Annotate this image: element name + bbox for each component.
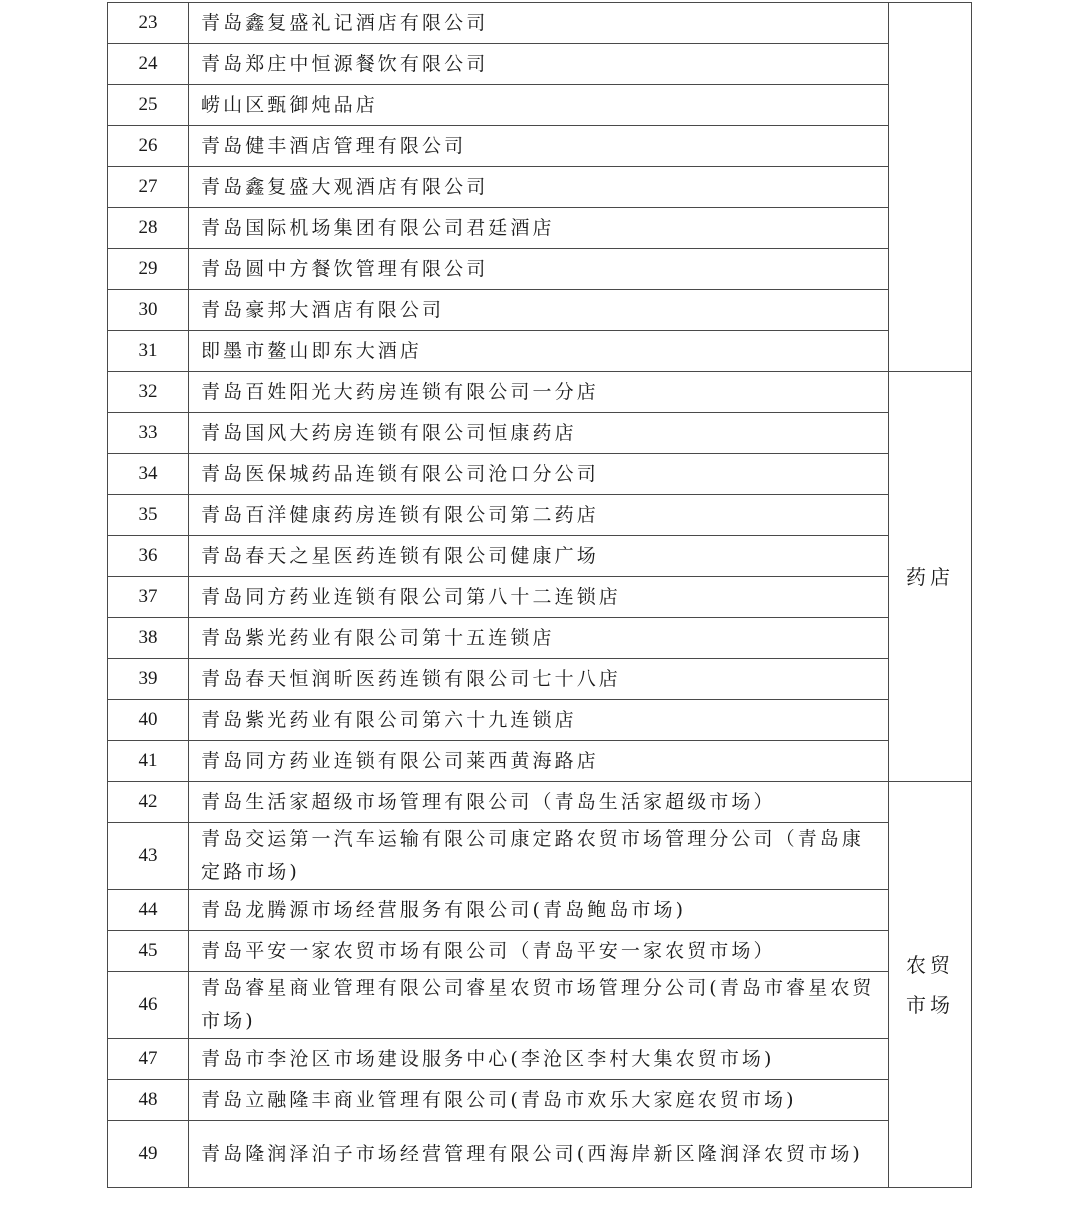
table-row: [108, 1121, 972, 1188]
row-number: 43: [108, 823, 189, 890]
enterprise-name: 青岛圆中方餐饮管理有限公司: [189, 249, 889, 290]
enterprise-name: 青岛市李沧区市场建设服务中心(李沧区李村大集农贸市场): [189, 1039, 889, 1080]
enterprise-name: 青岛立融隆丰商业管理有限公司(青岛市欢乐大家庭农贸市场): [189, 1080, 889, 1121]
table-row: [108, 741, 972, 782]
row-number: 33: [108, 413, 189, 454]
row-number: 24: [108, 44, 189, 85]
row-number: 37: [108, 577, 189, 618]
enterprise-name: 青岛鑫复盛大观酒店有限公司: [189, 167, 889, 208]
category-hotel: [889, 3, 972, 372]
enterprise-name: 青岛隆润泽泊子市场经营管理有限公司(西海岸新区隆润泽农贸市场): [189, 1121, 889, 1188]
category-label: 药店: [906, 564, 954, 589]
table-row: [108, 44, 972, 85]
table-row: [108, 618, 972, 659]
row-number: 41: [108, 741, 189, 782]
table-row: [108, 3, 972, 44]
enterprise-name: 青岛紫光药业有限公司第六十九连锁店: [189, 700, 889, 741]
row-number: 46: [108, 972, 189, 1039]
enterprise-name: 青岛国风大药房连锁有限公司恒康药店: [189, 413, 889, 454]
table-row: [108, 536, 972, 577]
row-number: 29: [108, 249, 189, 290]
row-number: 27: [108, 167, 189, 208]
row-number: 28: [108, 208, 189, 249]
table-row: [108, 126, 972, 167]
table-row: [108, 659, 972, 700]
enterprise-name: 青岛同方药业连锁有限公司第八十二连锁店: [189, 577, 889, 618]
enterprise-name: 青岛医保城药品连锁有限公司沧口分公司: [189, 454, 889, 495]
enterprise-name: 青岛龙腾源市场经营服务有限公司(青岛鲍岛市场): [189, 890, 889, 931]
row-number: 30: [108, 290, 189, 331]
row-number: 32: [108, 372, 189, 413]
row-number: 26: [108, 126, 189, 167]
row-number: 34: [108, 454, 189, 495]
table-row: [108, 331, 972, 372]
table-row: [108, 972, 972, 1039]
enterprise-name: 青岛郑庄中恒源餐饮有限公司: [189, 44, 889, 85]
row-number: 36: [108, 536, 189, 577]
enterprise-name: 青岛百姓阳光大药房连锁有限公司一分店: [189, 372, 889, 413]
row-number: 35: [108, 495, 189, 536]
enterprise-name: 青岛生活家超级市场管理有限公司（青岛生活家超级市场）: [189, 782, 889, 823]
table-row: [108, 85, 972, 126]
row-number: 38: [108, 618, 189, 659]
enterprise-name: 青岛同方药业连锁有限公司莱西黄海路店: [189, 741, 889, 782]
enterprise-name: 青岛紫光药业有限公司第十五连锁店: [189, 618, 889, 659]
row-number: 47: [108, 1039, 189, 1080]
table-row: [108, 413, 972, 454]
table-row: [108, 890, 972, 931]
enterprise-name: 青岛交运第一汽车运输有限公司康定路农贸市场管理分公司（青岛康定路市场): [189, 823, 889, 890]
table-row: [108, 1080, 972, 1121]
enterprise-name: 青岛春天之星医药连锁有限公司健康广场: [189, 536, 889, 577]
table-row: [108, 167, 972, 208]
table-row: [108, 495, 972, 536]
enterprise-name: 青岛平安一家农贸市场有限公司（青岛平安一家农贸市场）: [189, 931, 889, 972]
row-number: 48: [108, 1080, 189, 1121]
row-number: 31: [108, 331, 189, 372]
enterprise-name: 青岛百洋健康药房连锁有限公司第二药店: [189, 495, 889, 536]
table-row: [108, 700, 972, 741]
enterprise-name: 青岛鑫复盛礼记酒店有限公司: [189, 3, 889, 44]
table-row: [108, 782, 972, 823]
category-label: 农贸市场: [906, 952, 954, 1017]
row-number: 40: [108, 700, 189, 741]
row-number: 44: [108, 890, 189, 931]
table-row: [108, 931, 972, 972]
enterprise-name: 青岛豪邦大酒店有限公司: [189, 290, 889, 331]
table-row: [108, 208, 972, 249]
enterprise-name: 青岛春天恒润昕医药连锁有限公司七十八店: [189, 659, 889, 700]
table-row: [108, 577, 972, 618]
row-number: 23: [108, 3, 189, 44]
category-pharmacy: [889, 372, 972, 782]
row-number: 42: [108, 782, 189, 823]
enterprise-name: 即墨市鳌山即东大酒店: [189, 331, 889, 372]
table-row: [108, 454, 972, 495]
enterprise-name: 青岛国际机场集团有限公司君廷酒店: [189, 208, 889, 249]
table-row: [108, 290, 972, 331]
table-row: [108, 249, 972, 290]
enterprise-name: 崂山区甄御炖品店: [189, 85, 889, 126]
table-row: [108, 1039, 972, 1080]
table-row: [108, 372, 972, 413]
row-number: 49: [108, 1121, 189, 1188]
enterprise-name: 青岛睿星商业管理有限公司睿星农贸市场管理分公司(青岛市睿星农贸市场): [189, 972, 889, 1039]
enterprise-list-table: [107, 2, 972, 1188]
row-number: 45: [108, 931, 189, 972]
row-number: 39: [108, 659, 189, 700]
category-market: [889, 782, 972, 1188]
table-row: [108, 823, 972, 890]
row-number: 25: [108, 85, 189, 126]
enterprise-name: 青岛健丰酒店管理有限公司: [189, 126, 889, 167]
